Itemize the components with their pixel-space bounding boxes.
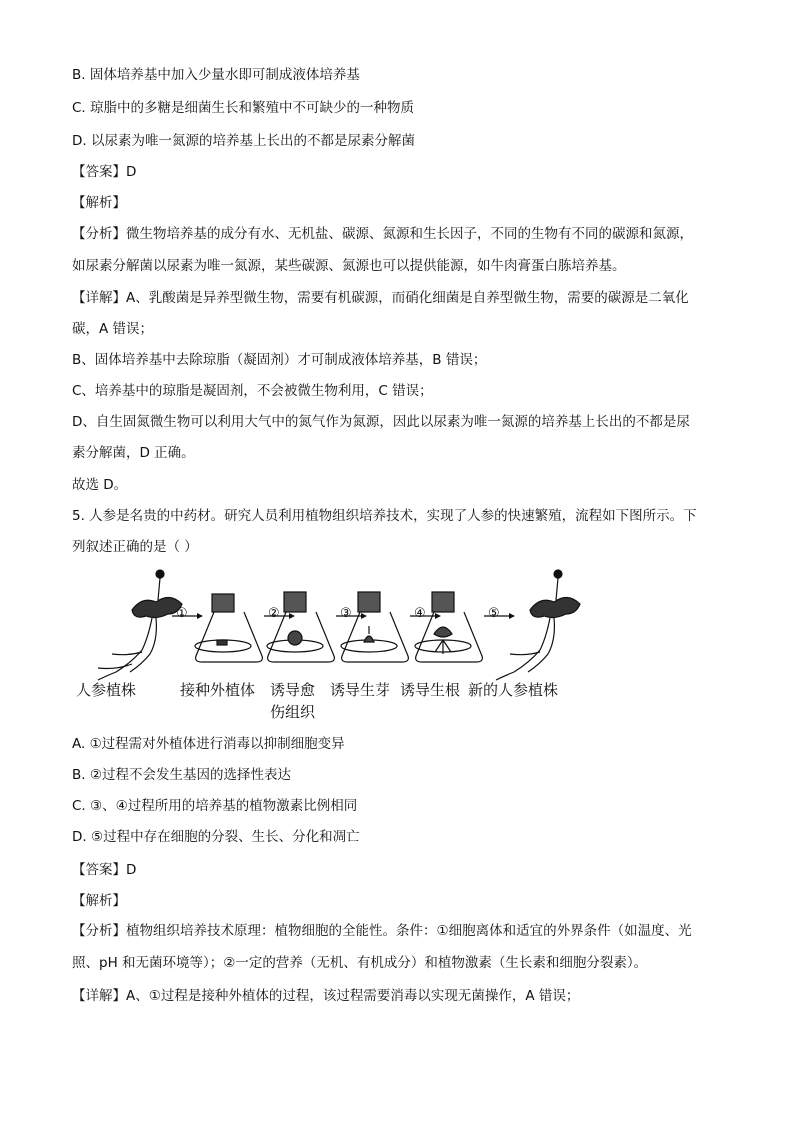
answer2-line: 【答案】D [72,862,137,878]
label-new-ginseng-plant: 新的人参植株 [468,681,559,699]
detail-line-3: B、固体培养基中去除琼脂（凝固剂）才可制成液体培养基，B 错误； [72,352,487,368]
flask-1-icon [195,594,262,662]
label-inoculate-explant: 接种外植体 [180,681,256,699]
option-d-line: D. 以尿素为唯一氮源的培养基上长出的不都是尿素分解菌 [72,133,415,149]
analysis-line-2: 如尿素分解菌以尿素为唯一氮源，某些碳源、氮源也可以提供能源，如牛肉膏蛋白胨培养基。 [72,258,626,274]
analysis2-heading: 【解析】 [72,893,126,909]
analysis-heading: 【解析】 [72,195,126,211]
flask-4-icon [415,592,482,662]
new-ginseng-plant-icon [496,570,580,680]
question-5-line-2: 列叙述正确的是（ ） [72,539,198,555]
option-d2-line: D. ⑤过程中存在细胞的分裂、生长、分化和凋亡 [72,829,360,845]
step-4-marker: ④ [414,606,426,621]
option-b-line: B. 固体培养基中加入少量水即可制成液体培养基 [72,67,360,83]
detail-line-5: D、自生固氮微生物可以利用大气中的氮气作为氮源，因此以尿素为唯一氮源的培养基上长出的不都是尿 [72,414,690,430]
option-a2-line: A. ①过程需对外植体进行消毒以抑制细胞变异 [72,736,345,752]
step-2-marker: ② [268,606,280,621]
label-induce-callus-1: 诱导愈 [270,681,316,699]
flask-3-icon [341,592,408,662]
step-1-marker: ① [176,606,188,621]
option-b2-line: B. ②过程不会发生基因的选择性表达 [72,767,291,783]
flask-2-icon [267,592,334,662]
option-c2-line: C. ③、④过程所用的培养基的植物激素比例相同 [72,798,358,814]
tissue-culture-figure [72,560,592,735]
analysis2-line-2: 照、pH 和无菌环境等）；②一定的营养（无机、有机成分）和植物激素（生长素和细胞分裂素）。 [72,955,648,971]
question-5-line-1: 5. 人参是名贵的中药材。研究人员利用植物组织培养技术，实现了人参的快速繁殖，流程如下图所示。下 [72,508,697,524]
option-c-line: C. 琼脂中的多糖是细菌生长和繁殖中不可缺少的一种物质 [72,100,415,116]
step-5-marker: ⑤ [488,606,500,621]
conclusion-line: 故选 D。 [72,477,128,493]
answer-line: 【答案】D [72,164,137,180]
analysis-line-1: 【分析】微生物培养基的成分有水、无机盐、碳源、氮源和生长因子，不同的生物有不同的碳源和氮源， [72,226,693,242]
step-3-marker: ③ [340,606,352,621]
ginseng-plant-icon [98,570,182,680]
analysis2-line-1: 【分析】植物组织培养技术原理：植物细胞的全能性。条件：①细胞离体和适宜的外界条件（如温度、光 [72,923,692,939]
detail-line-4: C、培养基中的琼脂是凝固剂，不会被微生物利用，C 错误； [72,383,433,399]
label-induce-shoot: 诱导生芽 [330,681,391,699]
detail-line-2: 碳，A 错误； [72,321,154,337]
label-induce-root: 诱导生根 [400,681,461,699]
detail-line-1: 【详解】A、乳酸菌是异养型微生物，需要有机碳源，而硝化细菌是自养型微生物，需要的碳源是二氧化 [72,290,689,306]
label-induce-callus-2: 伤组织 [270,703,316,721]
detail2-line-1: 【详解】A、①过程是接种外植体的过程，该过程需要消毒以实现无菌操作，A 错误； [72,988,580,1004]
label-ginseng-plant: 人参植株 [76,681,137,699]
tissue-culture-diagram [72,560,592,690]
detail-line-6: 素分解菌，D 正确。 [72,445,195,461]
